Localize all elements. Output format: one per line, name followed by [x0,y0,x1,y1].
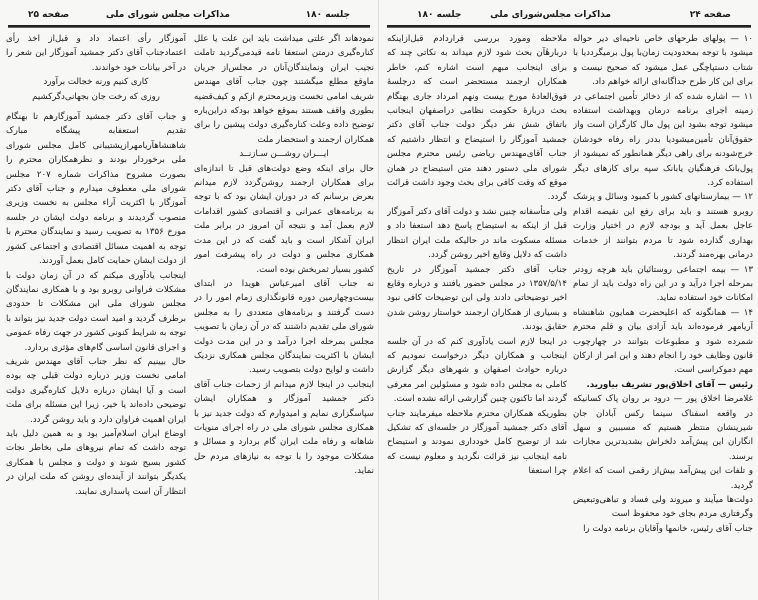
paragraph: حال بیینیم که نظر جناب آقای مهندس شریف امامی نخست وزیر درباره دولت قبلی چه بوده است و آیا ایشان درباره دلایل کناره‌گیری دولت توضیحی داده‌اند یا خیر، زیرا این مسئله برای ملت ایران اهمیت فراوان دارد و باید روشن گردد. [6,356,186,425]
paragraph: اوضاع ایران اسلام‌آمیز بود و به همین دلیل باید توجه داشت که تمام نیروهای ملی بخاطر نجات کشور بسیج شوند و دولت و مجلس با همکاری یکدیگر بتوانند از آینده‌ای روشن که ملت ایران در انتظار آن است پاسداری نمایند. [6,428,186,497]
paragraph: ۱۳ — بیمه اجتماعی روستائیان باید هرچه زودتر بمرحله اجرا درآید و در این راه دولت باید از تمام امکانات خود استفاده نماید. [573,264,753,304]
paragraph: اینجانب یادآوری میکنم که در آن زمان دولت با مشکلات فراوانی روبرو بود و با همکاری نمایندگان مجلس شورای ملی این مشکلات تا حدودی برطرف گردید و امید است دولت جدید نیز بتواند با توجه به شرایط کنونی کشور در جهت رفاه عمومی و اجرای قانون اساسی گام‌های مؤثری بردارد. [6,270,186,353]
paragraph: بطوریکه همکاران محترم ملاحظه میفرمایند جناب آقای دکتر جمشید آموزگار در جلسه‌ای که تشکیل شد از توضیح کامل خودداری نمودند و استیضاح نامه اینجانب نیز قرائت نگردید و معلوم نیست که چرا استعفا [387,408,567,477]
paragraph: آموزگار رأی اعتماد داد و قبل‌از اخذ رأی اعتمادجناب آقای دکتر جمشید آموزگار این شعر را در آخر بیانات خود خواندند. [6,34,186,73]
paragraph: ۱۱ — اشاره شده که از ذخائر تأمین اجتماعی در زمینه اجرای برنامه درمان وبهداشت استفاده میشود توجه بشود این پول مال کارگران است واز حقوق‌آنان تأمین‌میشودیا بددر راه رفاه خودشان خرج‌شودنه برای راهی دیگر همانطور که نمیشود از پول‌بانک فرهنگیان یابانک سپه برای کارهای دیگر استفاده کرد. [573,91,753,189]
paragraph: غلامرضا اخلاق پور — درود بر روان پاک کسانیکه در واقعه اسفناک سینما رکس آبادان جان شیرینشان منتظر هستیم که مسببین و سهل انگاران این پیش‌آمد دلخراش بشدیدترین مجازات برسند. [573,394,753,462]
header-rule [387,25,751,28]
speaker-line: رئیس — آقای اخلاق‌پور تشریف بیاورید. [586,379,753,390]
paragraph: و تلفات این پیش‌آمد بیش‌از رقمی است که اعلام گردید. [573,466,753,491]
page-header [387,10,751,24]
paragraph: جناب آقای دکتر جمشید آموزگار در تاریخ ۱۳۵۷/۵/۱۴ در مجلس حضور یافتند و درباره وقایع اخیر توضیحاتی دادند ولی این توضیحات کافی نبود و بسیاری از همکاران ارجمند خواستار روشن شدن حقایق بودند. [387,264,567,333]
paragraph: ایـــران روشـــن سـازنــد [239,149,329,160]
paragraph: دولت‌ها میآیند و میروند ولی فساد و تباهی‌وتبعیض وگرفتاری مردم بجای خود محفوظ است [573,495,753,520]
paragraph: جناب آقای رئیس، خانمها وآقایان برنامه دولت را [583,523,753,534]
page-header [8,10,370,24]
text-column-right [194,32,374,597]
paragraph: نه جناب آقای امیرعباس هویدا در ابتدای بیست‌وچهارمین دوره قانونگذاری زمام امور را در دست گرفتند و برنامه‌های متعددی را به مجلس شورای ملی تقدیم داشتند که در آن زمان با تصویب مجلس بمرحله اجرا درآمد و در این مدت دولت ایشان با اکثریت نمایندگان مجلس همکاری نزدیک داشت و لوایح دولت بتصویب رسید. [194,278,374,376]
session-number: جلسه ۱۸۰ [305,10,350,20]
paragraph: در اینجا لازم است یادآوری کنم که در آن جلسه اینجانب و همکاران دیگر درخواست نمودیم که درباره حوادث اصفهان و شهرهای دیگر گزارش کاملی به مجلس داده شود و مسئولین امر معرفی گردند اما تاکنون چنین گزارشی ارائه نشده است. [387,336,567,405]
paragraph: حال برای اینکه وضع دولت‌های قبل تا اندازه‌ای برای همکاران ارجمند روشن‌گردد لازم میدانم بعرض برسانم که در دوران ایشان بود که با توجه به برنامه‌های عمرانی و اقتصادی کشور اقدامات لازم بعمل آمد و نتیجه آن امروز در برابر ملت ایران آشکار است و باید گفت که در این مدت همکاری مجلس و دولت در راه پیشرفت امور کشور بسیار ثمربخش بوده است. [194,163,374,275]
session-number: جلسه ۱۸۰ [417,10,462,20]
header-title: مذاکرات مجلس شورای ملی [105,10,230,20]
paragraph: ۱۲ — بیمارستانهای کشور با کمبود وسائل و پزشک روبرو هستند و باید برای رفع این نقیصه اقدام عاجل بعمل آید و بودجه لازم در اختیار وزارت بهداری گذارده شود تا مردم بتوانند از خدمات درمانی بهره‌مند گردند. [573,192,753,261]
paragraph: و جناب آقای دکتر جمشید آموزگارهم تا بهنگام تقدیم استعفابه پیشگاه مبارک شاهنشاهآریامهرازپشتیبانی کامل مجلس شورای ملی برخوردار بودند و نظرهمکاران محترم را بصورت مشروح مذاکرات شماره ۲۰۷ مجلس شورای ملی معطوف میدارم و جناب آقای دکتر آموزگار با اکثریت آراء مجلس به نخست وزیری منصوب گردیدند و برنامه دولت ایشان در جلسه مورخ ۱۳۵۶ به تصویب رسید و نمایندگان محترم با توجه به اهمیت مسائل اقتصادی و اجتماعی کشور از دولت ایشان حمایت کامل بعمل آوردند. [6,112,186,267]
text-column-left [6,32,186,597]
header-rule [8,25,370,28]
header-title: مذاکرات مجلس‌شورای ملی [490,10,611,20]
verse-line: روزی که رخت جان بجهانی‌دگرکشیم [32,91,160,102]
verse-line: کاری کنیم ورنه خجالت برآورد [43,77,149,88]
paragraph: ملاحظه ومورد بررسی قراردادم قبل‌ازاینکه دربارهٔآن بحث شود لازم میداند به نکاتی چند که برای اینجانب مبهم است اشاره کنم، خاطر همکاران ارجمند مستحضر است که درجلسهٔ فوق‌العادهٔ مورخ بیست ونهم امرداد جاری بهنگام بحث دربارهٔ حکومت نظامی دراصفهان اینجانب باتفاق شش نفر دیگر دولت جناب آقای دکتر جمشید آموزگار را استیضاح و انتظار داشتیم که جناب آقای‌مهندس ریاضی رئیس محترم مجلس شورای ملی دستور دهند متن استیضاح در همان موقع که وقت کافی برای بحث وجود داشت قرائت گردد. [387,34,567,203]
paragraph: اینجانب در اینجا لازم میدانم از زحمات جناب آقای دکتر جمشید آموزگار و همکاران ایشان سپاسگزاری نمایم و امیدوارم که دولت جدید نیز با همکاری مجلس شورای ملی در راه اجرای منویات شاهانه و رفاه ملت ایران گام بردارد و مسائل و مشکلات موجود را با توجه به نیازهای مردم حل نماید. [194,379,374,477]
paragraph: ولی متأسفانه چنین نشد و دولت آقای دکتر آموزگار قبل از اینکه به استیضاح پاسخ دهد استعفا داد و مسئله مسکوت ماند در حالیکه ملت ایران انتظار داشت که دلایل وقایع اخیر روشن گردد. [387,206,567,261]
page-number: صفحه ۲۴ [689,10,731,20]
right-page [378,0,758,600]
page-number: صفحه ۲۵ [28,10,70,20]
paragraph: ۱۰ — پولهای طرحهای خاص ناحیه‌ای دیر حواله میشود با توجه بمحدودیت زمان‌با پول برمیگرددیا با شتاب دستپاچگی عمل میشود که صحیح نیست و برای این کار طرح جداگانه‌ای ارائه خواهم داد. [573,34,753,88]
paragraph: نمودهاند اگر علتی میداشت باید این علت یا علل کناره‌گیری درمتن استعفا نامه قیدمی‌گردید تاملت نجیب ایران ونمایندگان‌آنان در مجلس‌از جریان ماوقع مطلع میگشتند چون جناب آقای مهندس شریف امامی نخست وزیرمحترم ازکم و کیف‌قضیه بطوری واقف هستند بموقع خواهد بودکه دراین‌باره توضیح داده وعلت کناره‌گیری دولت پیشین را برای همکاران ارجمند و استحضار ملت [194,34,374,145]
left-page [0,0,378,600]
paragraph: ۱۴ — همانگونه که اعلیحضرت همایون شاهنشاه آریامهر فرموده‌اند باید آزادی بیان و قلم محترم شمرده شود و مطبوعات بتوانند در چهارچوب قانون وظایف خود را انجام دهند و این امر از ارکان مهم دموکراسی است. [573,307,753,376]
text-column-left [387,32,567,597]
text-column-right [573,32,753,542]
